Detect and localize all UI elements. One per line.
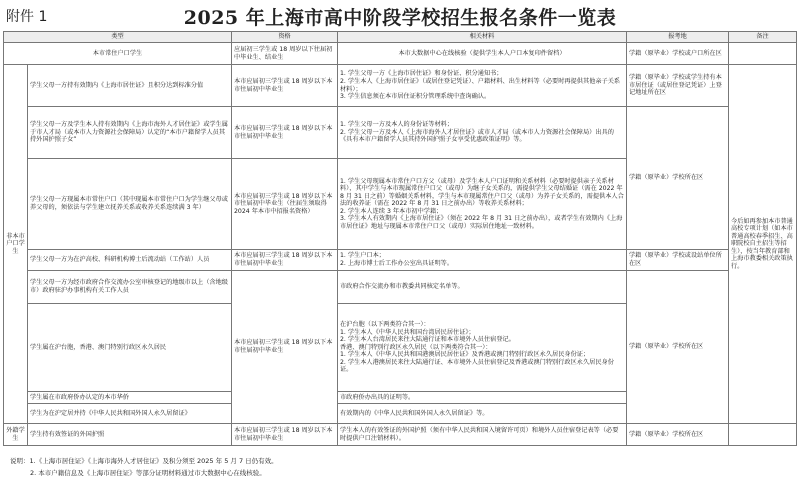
qualification-cell: 本市应届初三学生或 18 周岁以下本市往届初中毕业生 bbox=[232, 424, 338, 446]
materials-cell: 市政府侨办出具的证明等。 bbox=[338, 392, 627, 404]
materials-cell: 在沪台胞（以下两类符合其一）： 1. 学生本人《中华人民共和国台湾居民居住证》； 2. 学生本人台湾居民来往大陆通行证和本市境外人员住宿登记。 香港、澳门特别行政区永久居民（以下两类符合其一）： 1. 学生本人《中华人民共和国港澳居民居住证》及香港或澳门特别行政区永久居民身份证； 2. 学生本人港澳居民来往大陆通行证、本市境外人员住宿登记及香港或澳门特别行政区永久居民身份证。 bbox=[338, 304, 627, 392]
materials-cell: 1. 学生父母现属本市常住户口方父（或母）及学生本人户口证明和关系材料（必要时提供亲子关系材料），其中学生与本市现属常住户口父（或母）为继子女关系的，需提供学生父母结婚证（需在 2022 年 8 月 31 日之前）等婚姻关系材料，学生与本市现属常住户口父（或母）为养子女关系的，需提供本人合法的收养证（需在 2022 年 8 月 31 日之前办出）等收养关系材料； 2. 学生本人连续 3 年本市初中学籍； 3. 学生本人有效期内《上海市居住证》（须在 2022 年 8 月 31 日之前办出），或者学生有效期内《上海市居住证》地址与现属本市常住户口父（或母）实际居住地址一致材料。 bbox=[338, 159, 627, 250]
table-row bbox=[4, 271, 797, 304]
materials-cell: 市政府合作交流办和市教委共同核定名单等。 bbox=[338, 271, 627, 304]
location-cell: 学籍（原毕业）学校所在区 bbox=[627, 271, 729, 424]
group-cell-foreign: 外籍学生 bbox=[4, 424, 28, 446]
location-cell: 学籍（原毕业）学校或户口所在区 bbox=[627, 43, 729, 65]
table-row bbox=[4, 107, 797, 159]
materials-cell: 1. 学生父母一方《上海市居住证》和身份证、积分通知书； 2. 学生本人《上海市居住证》（或居住登记凭证）、户籍材料、出生材料等（必要时再提供其他亲子关系材料）； 3. 学生信息须在本市居住证积分管理系统中查询确认。 bbox=[338, 65, 627, 107]
attachment-label: 附件 1 bbox=[6, 9, 48, 25]
remarks-cell bbox=[729, 424, 797, 446]
header-qualification: 资格 bbox=[232, 32, 338, 43]
type-cell: 学生父母一方及学生本人持有效期内《上海市海外人才居住证》或学生属于市人才局（或本市人力资源社会保障局）认定的“本市户籍留学人员其持外国护照子女” bbox=[28, 107, 232, 159]
footnotes bbox=[10, 455, 278, 480]
header-row bbox=[4, 32, 797, 43]
type-cell: 学生父母一方为经市政府合作交流办公室审核登记的地级市以上（含地级市）政府驻沪办事机构有关工作人员 bbox=[28, 271, 232, 304]
location-cell: 学籍（原毕业）学校或设站单位所在区 bbox=[627, 250, 729, 271]
page-title: 2025 年上海市高中阶段学校招生报名条件一览表 bbox=[183, 7, 617, 29]
materials-cell: 有效期内的《中华人民共和国外国人永久居留证》等。 bbox=[338, 404, 627, 424]
materials-cell: 1. 学生户口本； 2. 上海市博士后工作办公室出具证明等。 bbox=[338, 250, 627, 271]
table-row bbox=[4, 43, 797, 65]
type-cell: 学生父母一方为在沪高校、科研机构博士后流动站（工作站）人员 bbox=[28, 250, 232, 271]
enrollment-conditions-table bbox=[3, 31, 797, 446]
header-location: 报考地 bbox=[627, 32, 729, 43]
location-cell: 学籍（原毕业）学校或学生持有本市居住证（或居住登记凭证）上登记地址所在区 bbox=[627, 65, 729, 107]
type-cell: 本市常住户口学生 bbox=[4, 43, 232, 65]
group-cell-nonlocal: 非本市户口学生 bbox=[4, 65, 28, 424]
type-cell: 学生属在市政府侨办认定的本市华侨 bbox=[28, 392, 232, 404]
qualification-cell: 本市应届初三学生或 18 周岁以下本市往届初中毕业生 bbox=[232, 250, 338, 271]
footnote-1: 说明：1.《上海市居住证》《上海市海外人才居住证》及积分须至 2025 年 5 月 7 日仍有效。 bbox=[10, 457, 278, 465]
footnote-2: 2. 本市户籍信息及《上海市居住证》等部分证明材料通过市大数据中心在线核验。 bbox=[30, 469, 266, 478]
remarks-cell: 今后如再参加本市普通高校专项计划（如本市普通高校春季招生、高职院校自主招生等招生），按当年教育部和上海市教委相关政策执行。 bbox=[729, 65, 797, 424]
type-cell: 学生父母一方现属本市常住户口（其中现属本市常住户口为学生继父母或养父母的，须依法与学生建立抚养关系或收养关系连续满 3 年） bbox=[28, 159, 232, 250]
header-materials: 相关材料 bbox=[338, 32, 627, 43]
header-remarks: 备注 bbox=[729, 32, 797, 43]
qualification-cell: 本市应届初三学生或 18 周岁以下本市往届初中毕业生 bbox=[232, 107, 338, 159]
materials-cell: 学生本人的有效签证的外国护照（须有中华人民共和国入境留许可页）和境外人员住宿登记表等（必要时提供户口注销材料）。 bbox=[338, 424, 627, 446]
qualification-cell: 本市应届初三学生或 18 周岁以下本市往届初中毕业生 bbox=[232, 271, 338, 424]
type-cell: 学生属在沪台胞，香港、澳门特别行政区永久居民 bbox=[28, 304, 232, 392]
remarks-cell bbox=[729, 43, 797, 65]
table-row bbox=[4, 250, 797, 271]
qualification-cell: 本市应届初三学生或 18 周岁以下本市往届初中毕业生（往届生须取得 2024 年本市中招报名资格） bbox=[232, 159, 338, 250]
type-cell: 学生持有效签证的外国护照 bbox=[28, 424, 232, 446]
location-cell: 学籍（原毕业）学校所在区 bbox=[627, 424, 729, 446]
materials-cell: 本市大数据中心在线核验（提供学生本人户口本复印件留档） bbox=[338, 43, 627, 65]
location-cell: 学籍（原毕业）学校所在区 bbox=[627, 107, 729, 250]
header-type: 类型 bbox=[4, 32, 232, 43]
qualification-cell: 本市应届初三学生或 18 周岁以下本市往届初中毕业生 bbox=[232, 65, 338, 107]
qualification-cell: 应届初三学生或 18 周岁以下往届初中毕业生、结业生 bbox=[232, 43, 338, 65]
table-row bbox=[4, 65, 797, 107]
type-cell: 学生为在沪定居并持《中华人民共和国外国人永久居留证》 bbox=[28, 404, 232, 424]
materials-cell: 1. 学生父母一方及本人的身份证等材料； 2. 学生父母一方及本人《上海市海外人才居住证》或市人才局（或本市人力资源社会保障局）出具的《具有本市户籍留学人员其持外国护照子女享受优惠政策证明》等。 bbox=[338, 107, 627, 159]
type-cell: 学生父母一方持有效期内《上海市居住证》且积分达到标准分值 bbox=[28, 65, 232, 107]
table-row bbox=[4, 424, 797, 446]
